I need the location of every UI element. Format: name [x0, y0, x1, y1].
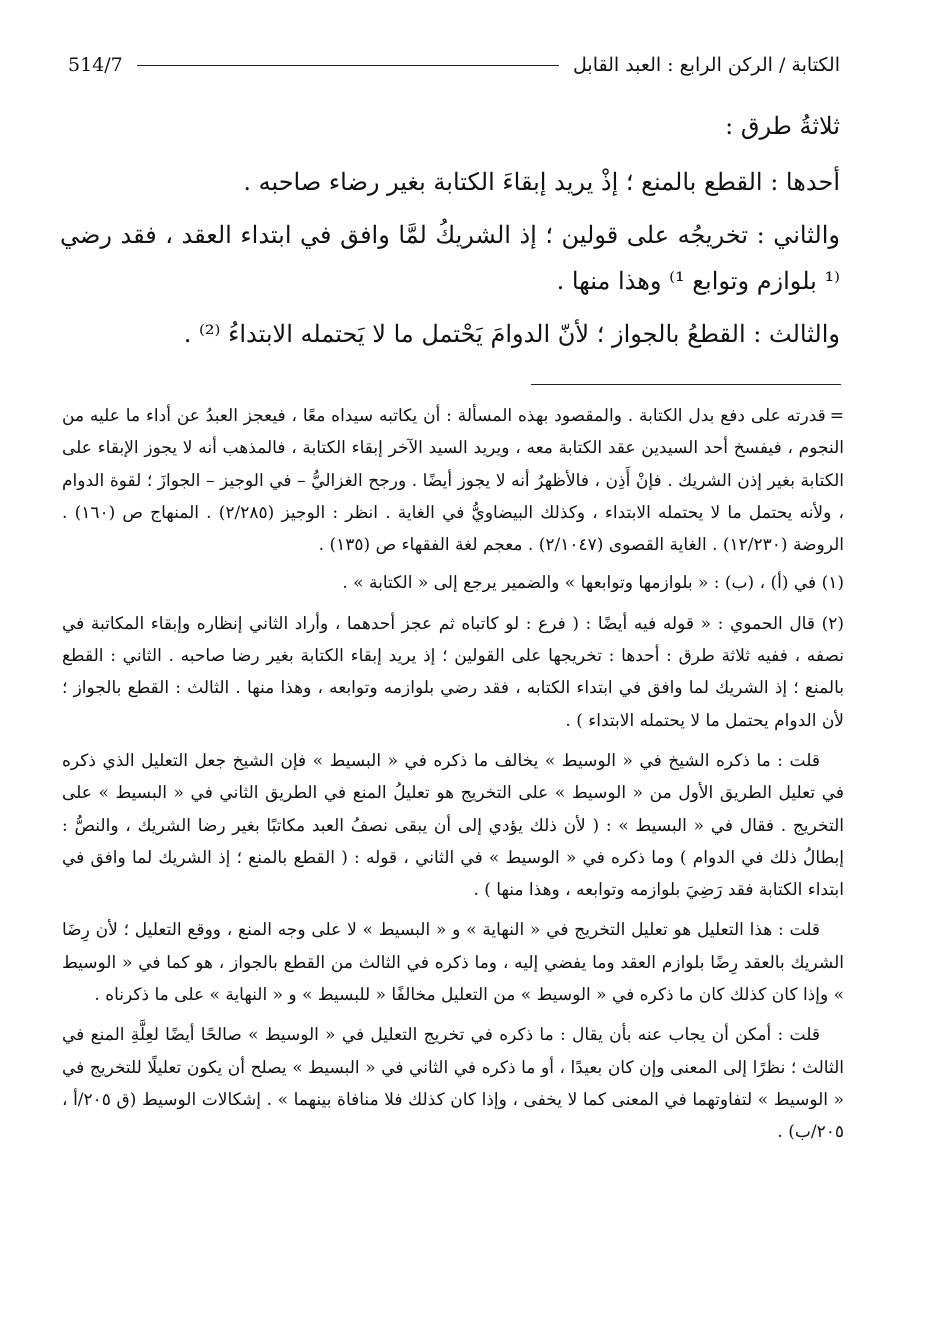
- footnote-1: (١) في (أ) ، (ب) : « بلوازمها وتوابعها » والضمير يرجع إلى « الكتابة » .: [342, 573, 844, 594]
- header-rule: [137, 65, 559, 66]
- main-text: [60, 104, 840, 366]
- footnotes: [62, 400, 844, 1157]
- footnote-2: (٢) قال الحموي : « قوله فيه أيضًا : ( فرع : لو كاتباه ثم عجز أحدهما ، وأراد الثاني إنظاره وإبقاء المكاتبة في نصفه ، ففيه ثلاثة طرق : أحدها : تخريجها على القولين ؛ إذ يريد إبقاء الكتابة بغير رضا صاحبه . الثاني : القطع بالمنع ؛ إذ الشريك لما وافق في ابتداء الكتابه ، فقد رضي بلوازمه وتوابعه ، وهذا منها . الثالث : القطع بالجواز ؛ لأن الدوام يحتمل ما لا يحتمله الابتداء ) .: [62, 613, 844, 731]
- first-method: أحدها : القطع بالمنع ؛ إذْ يريد إبقاءَ الكتابة بغير رضاء صاحبه .: [243, 167, 840, 196]
- running-title: الكتابة / الركن الرابع : العبد القابل: [573, 54, 840, 76]
- second-method: والثاني : تخريجُه على قولين ؛ إذ الشريكُ لمَّا وافق في ابتداء العقد ، فقد رضي ⁽¹ بلوازم وتوابع ¹⁾ وهذا منها .: [60, 221, 840, 295]
- footnote-continuation: [62, 400, 844, 561]
- page-header: [68, 48, 840, 82]
- footnote-continuation-text: قدرته على دفع بدل الكتابة . والمقصود بهذه المسألة : أن يكاتبه سيداه معًا ، فيعجز العبدُ عن أداء ما عليه من النجوم ، فيفسخ أحد السيدين عقد الكتابة معه ، ويريد السيد الآخر إبقاء الكتابة ، فالمذهب أنه لا يجوز الإبقاء على الكتابة بغير إذن الشريك . فإنْ أَذِن ، فالأظهرُ أنه لا يجوز أيضًا . ورجح الغزاليُّ – في الوجيز – الجوازَ ؛ لقوة الدوام ، ولأنه يحتمل ما لا يحتمله الابتداء ، وكذلك البيضاويُّ في الغاية . انظر : الوجيز (٢/٢٨٥) . المنهاج ص (١٦٠) . الروضة (١٢/٢٣٠) . الغاية القصوى (٢/١٠٤٧) . معجم لغة الفقهاء ص (١٣٥) .: [62, 406, 844, 556]
- third-method: والثالث : القطعُ بالجواز ؛ لأنّ الدوامَ يَحْتمل ما لا يَحتمله الابتداءُ ⁽²⁾ .: [183, 320, 840, 349]
- footnote-2-remark-3: قلت : أمكن أن يجاب عنه بأن يقال : ما ذكره في تخريج التعليل في « الوسيط » صالحًا أيضًا لعِلَّةِ المنع في الثالث ؛ نظرًا إلى المعنى وإن كان بعيدًا ، أو ما ذكره في الثاني في « البسيط » يصلح أن يكون تعليلًا للتخريج في « الوسيط » لتفاوتهما في المعنى كما لا يخفى ، وإذا كان كذلك فلا منافاة بينهما » . إشكالات الوسيط (ق ٢٠٥/أ ، ٢٠٥/ب) .: [62, 1025, 845, 1143]
- continuation-mark: =: [829, 406, 844, 426]
- page-number: 514/7: [68, 54, 123, 76]
- footnote-2-remark-2: قلت : هذا التعليل هو تعليل التخريج في « النهاية » و « البسيط » لا على وجه المنع ، ووقع التعليل ؛ لأن رِضَا الشريك بالعقد رِضًا بلوازم العقد وما يفضي إليه ، وما ذكره في الثالث من القطع بالجواز ، هو كما في « الوسيط » وإذا كان كذلك كان ما ذكره في « الوسيط » من التعليل مخالفًا « للبسيط » و « النهاية » على ما ذكرناه .: [62, 920, 844, 1006]
- footnote-separator: [531, 384, 841, 385]
- intro-line: ثلاثةُ طرق :: [725, 112, 840, 140]
- footnote-2-remark-1: قلت : ما ذكره الشيخ في « الوسيط » يخالف ما ذكره في « البسيط » فإن الشيخ جعل التعليل الذي ذكره في تعليل الطريق الأول من « الوسيط » على التخريج هو تعليلُ المنع في الطريق الثاني في « البسيط » على التخريج . فقال في « البسيط » : ( لأن ذلك يؤدي إلى أن يبقى نصفُ العبد مكاتبًا بغير رضا الشريك ، والنصُّ : إبطالُ ذلك في الدوام ) وما ذكره في « الوسيط » في الثاني ، قوله : ( القطع بالمنع ؛ إذ الشريك لما وافق في ابتداء الكتابة فقد رَضِيَ بلوازمه وتوابعه ، وهذا منها ) .: [62, 750, 844, 901]
